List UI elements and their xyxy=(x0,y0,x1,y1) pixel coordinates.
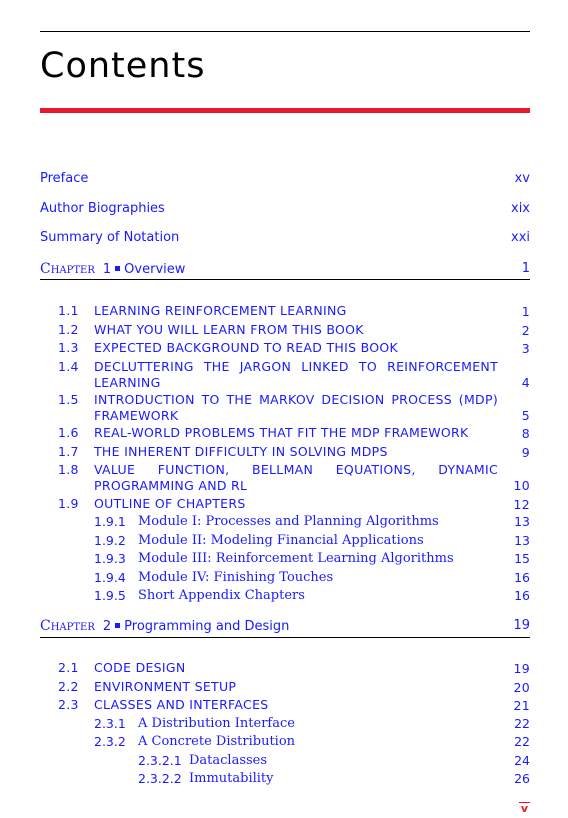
section-title: VALUE FUNCTION, BELLMAN EQUATIONS, DYNAMIC PROGRAMMING AND RL xyxy=(94,462,498,493)
subsection-title: Short Appendix Chapters xyxy=(138,588,305,603)
chapter-title: Programming and Design xyxy=(124,619,290,634)
toc-subsection[interactable] xyxy=(40,715,530,732)
section-title: ENVIRONMENT SETUP xyxy=(94,679,237,694)
section-number: 2.3 xyxy=(58,697,79,712)
subsection-title: Module I: Processes and Planning Algorithms xyxy=(138,514,439,529)
section-page: 19 xyxy=(513,660,530,676)
toc-subsection[interactable] xyxy=(40,587,530,604)
section-page: 2 xyxy=(521,322,530,338)
toc-section[interactable] xyxy=(40,322,530,338)
subsection-title: Module IV: Finishing Touches xyxy=(138,570,334,585)
toc-section[interactable] xyxy=(40,697,530,713)
subsection-number: 2.3.1 xyxy=(94,716,126,731)
toc-entry-label: Summary of Notation xyxy=(40,230,180,245)
subsection-page: 13 xyxy=(514,533,530,548)
subsubsection-number: 2.3.2.2 xyxy=(138,771,182,786)
subsection-number: 1.9.2 xyxy=(94,533,126,548)
subsection-number: 1.9.1 xyxy=(94,514,126,529)
top-rule xyxy=(40,31,530,32)
toc-section[interactable] xyxy=(40,444,530,460)
section-page: 10 xyxy=(513,477,530,493)
section-title: LEARNING REINFORCEMENT LEARNING xyxy=(94,303,347,318)
subsection-title: Module II: Modeling Financial Applications xyxy=(138,533,424,548)
section-title: THE INHERENT DIFFICULTY IN SOLVING MDPS xyxy=(94,444,388,459)
section-page: 3 xyxy=(521,340,530,356)
subsection-title: Module III: Reinforcement Learning Algorithms xyxy=(138,551,454,566)
page-folio: v xyxy=(520,802,528,815)
toc-entry-summary-of-notation[interactable] xyxy=(40,229,530,247)
bullet-icon xyxy=(115,266,120,271)
toc-chapter-2[interactable] xyxy=(40,617,530,635)
subsection-number: 2.3.2 xyxy=(94,734,126,749)
title-underline-rule xyxy=(40,108,530,113)
subsubsection-title: Dataclasses xyxy=(189,753,268,768)
toc-subsection[interactable] xyxy=(40,550,530,567)
toc-entry-page: 1 xyxy=(521,261,530,276)
chapter-number: 2 xyxy=(102,619,112,634)
section-page: 12 xyxy=(513,496,530,512)
bullet-icon xyxy=(115,623,120,628)
toc-section[interactable] xyxy=(40,303,530,319)
subsection-number: 1.9.4 xyxy=(94,570,126,585)
chapter-heading xyxy=(40,617,289,636)
toc-section[interactable] xyxy=(40,392,530,423)
section-number: 2.1 xyxy=(58,660,79,675)
toc-entry-page: xv xyxy=(514,171,530,186)
section-number: 1.3 xyxy=(58,340,79,355)
toc-entry-page: xxi xyxy=(511,230,530,245)
toc-entry-label: Author Biographies xyxy=(40,201,165,216)
section-title: INTRODUCTION TO THE MARKOV DECISION PROCESS (MDP) FRAMEWORK xyxy=(94,392,498,423)
section-title: DECLUTTERING THE JARGON LINKED TO REINFORCEMENT LEARNING xyxy=(94,359,498,390)
section-page: 5 xyxy=(521,407,530,423)
section-title: OUTLINE OF CHAPTERS xyxy=(94,496,246,511)
subsection-page: 15 xyxy=(514,551,530,566)
section-number: 1.2 xyxy=(58,322,79,337)
chapter-word: Chapter xyxy=(40,261,95,277)
subsection-number: 1.9.3 xyxy=(94,551,126,566)
chapter-rule xyxy=(40,279,530,280)
toc-subsection[interactable] xyxy=(40,733,530,750)
toc-section[interactable] xyxy=(40,496,530,512)
section-number: 1.6 xyxy=(58,425,79,440)
chapter-number: 1 xyxy=(102,262,112,277)
subsection-title: A Distribution Interface xyxy=(138,716,295,731)
toc-chapter-1[interactable] xyxy=(40,260,530,278)
subsection-number: 1.9.5 xyxy=(94,588,126,603)
section-title: CODE DESIGN xyxy=(94,660,186,675)
section-number: 1.1 xyxy=(58,303,79,318)
section-number: 1.4 xyxy=(58,359,79,374)
chapter-heading xyxy=(40,260,185,279)
toc-subsubsection[interactable] xyxy=(40,752,530,769)
toc-entry-page: xix xyxy=(511,201,530,216)
section-title: CLASSES AND INTERFACES xyxy=(94,697,269,712)
toc-entry-author-biographies[interactable] xyxy=(40,200,530,218)
section-page: 20 xyxy=(513,679,530,695)
section-number: 1.5 xyxy=(58,392,79,407)
chapter-rule xyxy=(40,637,530,638)
section-number: 1.9 xyxy=(58,496,79,511)
toc-entry-label: Preface xyxy=(40,171,89,186)
section-page: 21 xyxy=(513,697,530,713)
toc-subsubsection[interactable] xyxy=(40,770,530,787)
toc-section[interactable] xyxy=(40,679,530,695)
section-title: EXPECTED BACKGROUND TO READ THIS BOOK xyxy=(94,340,399,355)
subsection-page: 16 xyxy=(514,588,530,603)
toc-section[interactable] xyxy=(40,660,530,676)
subsubsection-page: 26 xyxy=(514,771,530,786)
section-page: 9 xyxy=(521,444,530,460)
page-title: Contents xyxy=(40,46,206,86)
subsection-title: A Concrete Distribution xyxy=(138,734,296,749)
chapter-title: Overview xyxy=(124,262,186,277)
toc-section[interactable] xyxy=(40,425,530,441)
toc-entry-page: 19 xyxy=(513,618,530,633)
subsection-page: 13 xyxy=(514,514,530,529)
section-number: 2.2 xyxy=(58,679,79,694)
toc-subsection[interactable] xyxy=(40,532,530,549)
section-title: WHAT YOU WILL LEARN FROM THIS BOOK xyxy=(94,322,364,337)
subsubsection-title: Immutability xyxy=(189,771,274,786)
section-number: 1.7 xyxy=(58,444,79,459)
section-page: 8 xyxy=(521,425,530,441)
subsection-page: 22 xyxy=(514,734,530,749)
subsubsection-page: 24 xyxy=(514,753,530,768)
subsection-page: 22 xyxy=(514,716,530,731)
section-number: 1.8 xyxy=(58,462,79,477)
toc-section[interactable] xyxy=(40,462,530,493)
section-title: REAL-WORLD PROBLEMS THAT FIT THE MDP FRAMEWORK xyxy=(94,425,469,440)
subsubsection-number: 2.3.2.1 xyxy=(138,753,182,768)
section-page: 1 xyxy=(521,303,530,319)
toc-entry-preface[interactable] xyxy=(40,170,530,188)
toc-subsection[interactable] xyxy=(40,513,530,530)
section-page: 4 xyxy=(521,374,530,390)
chapter-word: Chapter xyxy=(40,618,95,634)
toc-section[interactable] xyxy=(40,359,530,390)
toc-subsection[interactable] xyxy=(40,569,530,586)
toc-section[interactable] xyxy=(40,340,530,356)
subsection-page: 16 xyxy=(514,570,530,585)
